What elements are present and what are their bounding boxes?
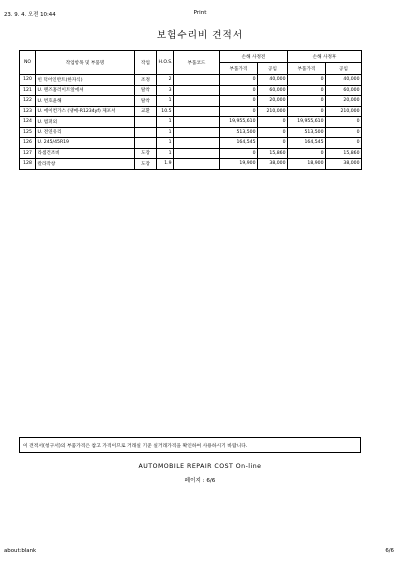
header-after-adjustment: 손해 사정후 (288, 51, 362, 63)
table-row (20, 117, 362, 128)
header-before-part-price: 부품가격 (220, 63, 258, 75)
row-no: 124 (20, 117, 36, 128)
row-no: 126 (20, 138, 36, 149)
row-no: 122 (20, 96, 36, 107)
row-part-code (174, 148, 220, 159)
row-after-labor: 0 (326, 117, 362, 128)
row-part-code (174, 127, 220, 138)
row-work: 도장 (135, 159, 157, 170)
row-work (135, 138, 157, 149)
row-after-labor: 0 (326, 127, 362, 138)
table-row (20, 75, 362, 86)
row-after-part-price: 0 (288, 85, 326, 96)
row-after-part-price: 18,900 (288, 159, 326, 170)
row-hos: 10.5 (157, 106, 174, 117)
price-notice: 이 견적서(청구서)의 부품가격은 참고 가격이므로 거래실 기준 실거래가격을 확인하여 사용하시기 바랍니다. (19, 437, 361, 453)
row-after-labor: 20,000 (326, 96, 362, 107)
row-item: U. 번호윤해 (36, 96, 135, 107)
row-no: 120 (20, 75, 36, 86)
header-no: NO (20, 51, 36, 75)
row-before-labor: 40,000 (258, 75, 288, 86)
row-hos: 1 (157, 117, 174, 128)
row-part-code (174, 117, 220, 128)
row-part-code (174, 159, 220, 170)
row-before-part-price: 0 (220, 106, 258, 117)
row-item: 칼라작창 (36, 159, 135, 170)
row-after-part-price: 0 (288, 75, 326, 86)
row-work: 조정 (135, 75, 157, 86)
row-item: U. 랜즈홈러이트앞에셔 (36, 85, 135, 96)
print-page-count: 6/6 (385, 548, 394, 554)
row-after-labor: 60,000 (326, 85, 362, 96)
row-hos: 1.9 (157, 159, 174, 170)
row-work: 탈착 (135, 96, 157, 107)
table-row (20, 138, 362, 149)
header-part-code: 부품코드 (174, 51, 220, 75)
row-before-part-price: 19,900 (220, 159, 258, 170)
header-before-adjustment: 손해 사정전 (220, 51, 288, 63)
row-no: 121 (20, 85, 36, 96)
row-part-code (174, 138, 220, 149)
header-after-labor: 공임 (326, 63, 362, 75)
header-work: 작업 (135, 51, 157, 75)
row-after-labor: 15,860 (326, 148, 362, 159)
row-item: 힌 덕어인반트(한자식) (36, 75, 135, 86)
row-hos: 1 (157, 96, 174, 107)
row-work: 도장 (135, 148, 157, 159)
row-after-labor: 38,000 (326, 159, 362, 170)
row-no: 125 (20, 127, 36, 138)
row-item: U. 전연유리 (36, 127, 135, 138)
header-before-labor: 공임 (258, 63, 288, 75)
row-after-part-price: 164,545 (288, 138, 326, 149)
row-before-part-price: 0 (220, 148, 258, 159)
row-after-labor: 210,000 (326, 106, 362, 117)
footer-title: AUTOMOBILE REPAIR COST On-line (138, 463, 262, 470)
row-work (135, 127, 157, 138)
row-before-part-price: 164,545 (220, 138, 258, 149)
table-row (20, 85, 362, 96)
row-before-labor: 38,000 (258, 159, 288, 170)
row-no: 123 (20, 106, 36, 117)
row-part-code (174, 75, 220, 86)
row-part-code (174, 106, 220, 117)
row-before-part-price: 0 (220, 96, 258, 107)
header-after-part-price: 부품가격 (288, 63, 326, 75)
row-before-part-price: 513,500 (220, 127, 258, 138)
row-after-part-price: 513,500 (288, 127, 326, 138)
table-row (20, 148, 362, 159)
header-work-item: 작업항목 및 부품명 (36, 51, 135, 75)
row-work: 교환 (135, 106, 157, 117)
print-datetime: 23. 9. 4. 오전 10:44 (4, 12, 56, 18)
row-after-labor: 0 (326, 138, 362, 149)
table-row (20, 159, 362, 170)
row-before-labor: 0 (258, 127, 288, 138)
row-hos: 2 (157, 75, 174, 86)
row-before-labor: 20,000 (258, 96, 288, 107)
footer-page-label: 페이지 : 6/6 (184, 478, 216, 484)
row-after-part-price: 0 (288, 148, 326, 159)
estimate-table (19, 50, 362, 170)
row-work: 탈착 (135, 85, 157, 96)
row-before-labor: 15,860 (258, 148, 288, 159)
header-hos: H.O.S. (157, 51, 174, 75)
row-before-labor: 0 (258, 138, 288, 149)
row-before-labor: 0 (258, 117, 288, 128)
table-row (20, 106, 362, 117)
row-item: 라셈건조비 (36, 148, 135, 159)
row-after-part-price: 19,955,610 (288, 117, 326, 128)
print-url: about:blank (4, 548, 37, 554)
row-hos: 1 (157, 127, 174, 138)
document-title: 보험수리비 견적서 (156, 30, 244, 41)
row-before-labor: 210,000 (258, 106, 288, 117)
row-item: U. 에이컨가스 (냉매-R1234yf) 제포서 (36, 106, 135, 117)
print-header-title: Print (193, 10, 207, 16)
table-row (20, 96, 362, 107)
row-part-code (174, 96, 220, 107)
row-item: U. 245/45R19 (36, 138, 135, 149)
row-after-part-price: 0 (288, 96, 326, 107)
row-no: 127 (20, 148, 36, 159)
row-hos: 3 (157, 85, 174, 96)
row-before-part-price: 0 (220, 75, 258, 86)
row-before-part-price: 0 (220, 85, 258, 96)
row-hos: 1 (157, 138, 174, 149)
row-hos: 1 (157, 148, 174, 159)
row-no: 128 (20, 159, 36, 170)
row-after-part-price: 0 (288, 106, 326, 117)
row-work (135, 117, 157, 128)
table-row (20, 127, 362, 138)
row-part-code (174, 85, 220, 96)
row-before-part-price: 19,955,610 (220, 117, 258, 128)
row-after-labor: 40,000 (326, 75, 362, 86)
row-item: U. 범퍼외 (36, 117, 135, 128)
row-before-labor: 60,000 (258, 85, 288, 96)
